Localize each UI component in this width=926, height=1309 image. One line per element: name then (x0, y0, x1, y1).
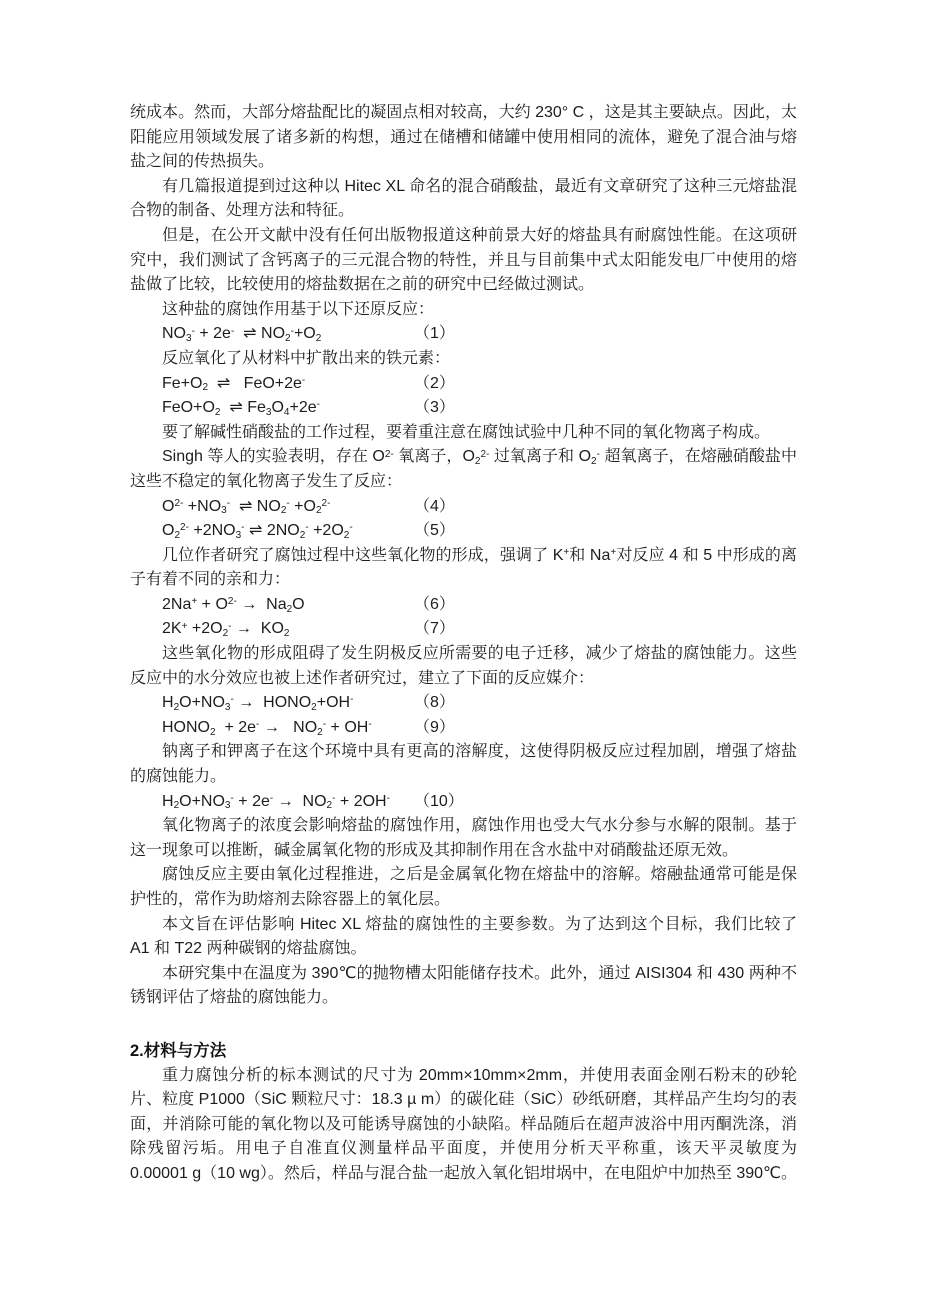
equation-line (162, 617, 797, 642)
paragraph: 腐蚀反应主要由氧化过程推进，之后是金属氧化物在熔盐中的溶解。熔融盐通常可能是保护性的，常作为助熔剂去除容器上的氧化层。 (130, 866, 797, 908)
paragraph: 氧化物离子的浓度会影响熔盐的腐蚀作用，腐蚀作用也受大气水分参与水解的限制。基于这一现象可以推断，碱金属氧化物的形成及其抑制作用在含水盐中对硝酸盐还原无效。 (130, 817, 797, 859)
equation-formula: $Fe+O_2$ ⇌ FeO+2e- (162, 374, 306, 394)
equation-line (162, 495, 797, 520)
blank-line (130, 1011, 797, 1039)
equation-line (162, 790, 797, 815)
equation-number: （3） (414, 399, 455, 417)
equation-number: （4） (414, 497, 455, 515)
equation-number: （5） (414, 522, 455, 540)
equation-number: （6） (414, 595, 455, 613)
equation-line (162, 396, 797, 421)
equation-formula: $NO_3^- + 2e^-$ ⇌ $NO_2^-+O_2$ (162, 325, 322, 345)
paragraph: 但是，在公开文献中没有任何出版物报道这种前景大好的熔盐具有耐腐蚀性能。在这项研究中，我们测试了含钙离子的三元混合物的特性，并且与目前集中式太阳能发电厂中使用的熔盐做了比较，比较使用的熔盐数据在之前的研究中已经做过测试。 (130, 226, 797, 294)
paragraph: 这些氧化物的形成阻碍了发生阴极反应所需要的电子迁移，减少了熔盐的腐蚀能力。这些反应中的水分效应也被上述作者研究过，建立了下面的反应媒介： (130, 645, 797, 687)
equation-formula: $FeO+O_2$ ⇌ $Fe_3O_4+2e^-$ (162, 399, 320, 418)
paragraph: 重力腐蚀分析的标本测试的尺寸为 20mm×10mm×2mm，并使用表面金刚石粉末的砂轮片、粒度 P1000（SiC 颗粒尺寸：18.3 µ m）的碳化硅（SiC）砂纸研磨，其样品产生均匀的表面，并消除可能的氧化物以及可能诱导腐蚀的小缺陷。样品随后在超声波浴中用丙酮洗涤，消除残留污垢。用电子自准直仪测量样品平面度，并使用分析天平称重，该天平灵敏度为 0.00001 g（10 wg）。然后，样品与混合盐一起放入氧化铝坩埚中，在电阻炉中加热至 390℃。 (130, 1066, 797, 1182)
equation-line (162, 372, 797, 397)
equation-line (162, 593, 797, 618)
paragraph: 反应氧化了从材料中扩散出来的铁元素： (162, 349, 451, 367)
equation-number: （10） (414, 792, 464, 810)
paragraph: Singh 等人的实验表明，存在 $O^{2-}$ 氧离子，$O_2^{2-}$ 过氧离子和 $O_2^-$ 超氧离子，在熔融硝酸盐中这些不稳定的氧化物离子发生了反应： (130, 448, 797, 490)
equation-line (162, 691, 797, 716)
equation-formula: $2K^+ +2O_2^- \to KO_2$ (162, 620, 290, 640)
paragraph: 统成本。然而，大部分熔盐配比的凝固点相对较高，大约 230° C ，这是其主要缺点。因此，太阳能应用领域发展了诸多新的构想，通过在储槽和储罐中使用相同的流体，避免了混合油与熔盐之间的传热损失。 (130, 104, 797, 171)
paragraph: 有几篇报道提到过这种以 Hitec XL 命名的混合硝酸盐，最近有文章研究了这种三元熔盐混合物的制备、处理方法和特征。 (130, 177, 797, 220)
equation-formula: $O_2^{2-} +2NO_3^-$ ⇌ $2NO_2^- +2O_2^-$ (162, 522, 353, 541)
equation-formula: $H_2O+NO_3^- + 2e^- \to NO_2^- + 2OH^-$ (162, 792, 390, 812)
equation-number: （2） (414, 374, 455, 392)
equation-formula: $HONO_2 + 2e^- \to NO_2^- + OH^-$ (162, 718, 372, 738)
document-body (130, 101, 797, 1187)
section-heading: 2.材料与方法 (130, 1041, 227, 1060)
paragraph: 这种盐的腐蚀作用基于以下还原反应： (162, 300, 435, 318)
equation-number: （1） (414, 325, 455, 343)
equation-formula: $O^{2-} +NO_3^-$ ⇌ $NO_2^- +O_2^{2-}$ (162, 497, 331, 517)
equation-line (162, 716, 797, 741)
equation-formula: $H_2O+NO_3^-$ → $HONO_2+OH^-$ (162, 694, 354, 714)
equation-number: （9） (414, 718, 455, 736)
equation-number: （8） (414, 694, 455, 712)
equation-formula: $2Na^+ + O^{2-} \to Na_2O$ (162, 595, 305, 615)
paragraph: 本文旨在评估影响 Hitec XL 熔盐的腐蚀性的主要参数。为了达到这个目标，我们比较了 A1 和 T22 两种碳钢的熔盐腐蚀。 (130, 915, 797, 958)
equation-line (162, 519, 797, 544)
paragraph: 钠离子和钾离子在这个环境中具有更高的溶解度，这使得阴极反应过程加剧，增强了熔盐的腐蚀能力。 (130, 743, 797, 786)
paragraph: 几位作者研究了腐蚀过程中这些氧化物的形成，强调了 K+和 Na+对反应 4 和 5 中形成的离子有着不同的亲和力： (130, 546, 797, 589)
paragraph: 要了解碱性硝酸盐的工作过程，要着重注意在腐蚀试验中几种不同的氧化物离子构成。 (162, 423, 771, 441)
equation-number: （7） (414, 620, 455, 638)
paragraph: 本研究集中在温度为 390℃的抛物槽太阳能储存技术。此外，通过 AISI304 和 430 两种不锈钢评估了熔盐的腐蚀能力。 (130, 964, 797, 1007)
equation-line (162, 322, 797, 347)
